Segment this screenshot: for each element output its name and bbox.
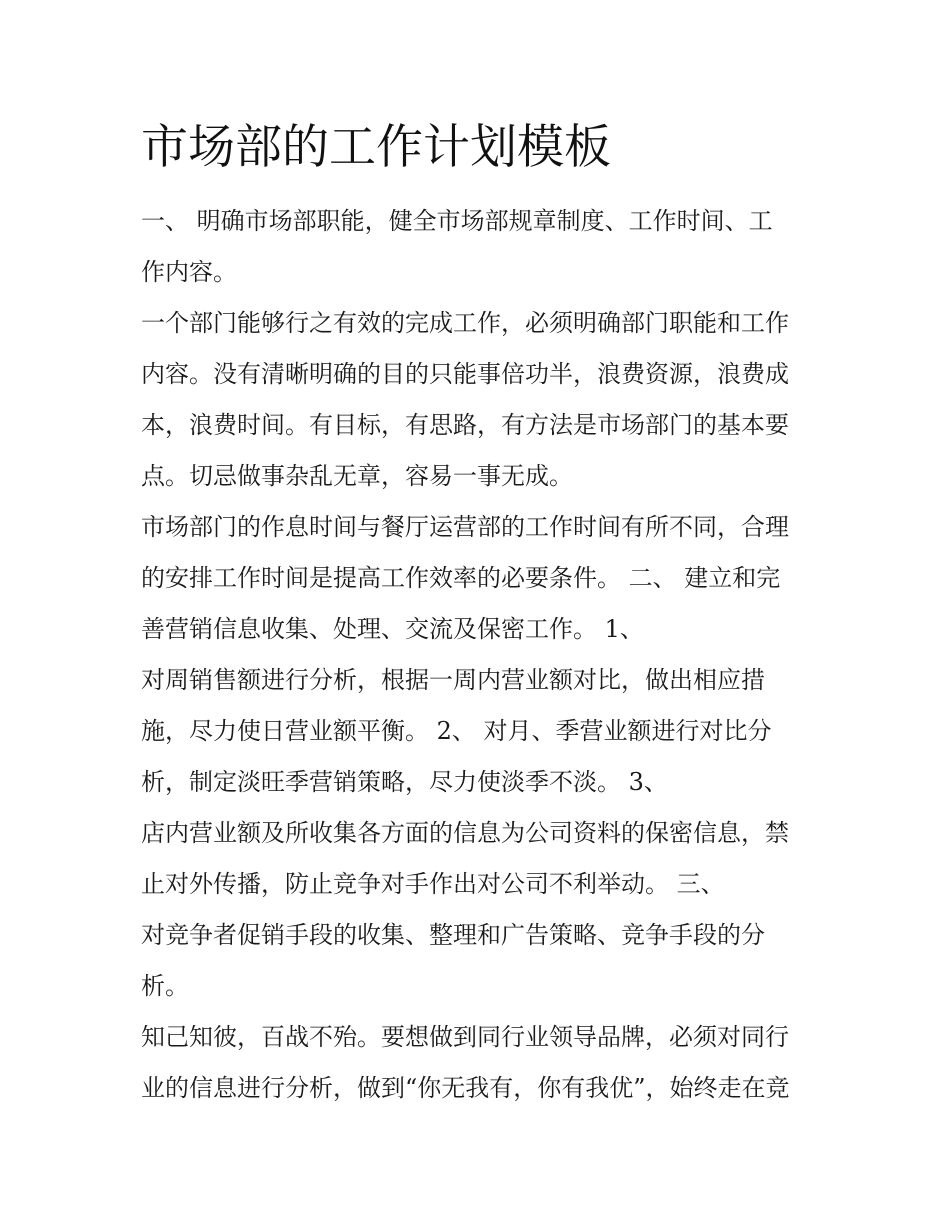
text-line: 店内营业额及所收集各方面的信息为公司资料的保密信息，禁 [141,819,789,847]
text-line: 善营销信息收集、处理、交流及保密工作。 1、 [141,615,644,643]
text-line: 市场部门的作息时间与餐厅运营部的工作时间有所不同，合理 [141,513,789,541]
document-title: 市场部的工作计划模板 [141,120,611,175]
text-line: 对周销售额进行分析，根据一周内营业额对比，做出相应措 [141,666,765,694]
text-line: 止对外传播，防止竞争对手作出对公司不利举动。 三、 [141,870,725,898]
text-line: 内容。没有清晰明确的目的只能事倍功半，浪费资源，浪费成 [141,360,789,388]
text-line: 对竞争者促销手段的收集、整理和广告策略、竞争手段的分 [141,921,765,949]
text-line: 点。切忌做事杂乱无章，容易一事无成。 [141,462,573,490]
text-line: 作内容。 [141,258,237,286]
text-line: 施，尽力使日营业额平衡。 2、 对月、季营业额进行对比分 [141,717,772,745]
text-line: 一、 明确市场部职能，健全市场部规章制度、工作时间、工 [141,207,773,235]
text-line: 业的信息进行分析，做到“你无我有，你有我优”，始终走在竞 [141,1074,790,1102]
text-line: 析，制定淡旺季营销策略，尽力使淡季不淡。 3、 [141,768,668,796]
text-line: 一个部门能够行之有效的完成工作，必须明确部门职能和工作 [141,309,789,337]
text-line: 本，浪费时间。有目标，有思路，有方法是市场部门的基本要 [141,411,789,439]
text-line: 析。 [141,972,189,1000]
text-line: 的安排工作时间是提高工作效率的必要条件。 二、 建立和完 [141,564,781,592]
document-body [141,118,821,1114]
text-line: 知己知彼，百战不殆。要想做到同行业领导品牌，必须对同行 [141,1023,789,1051]
body-text [141,196,821,1114]
